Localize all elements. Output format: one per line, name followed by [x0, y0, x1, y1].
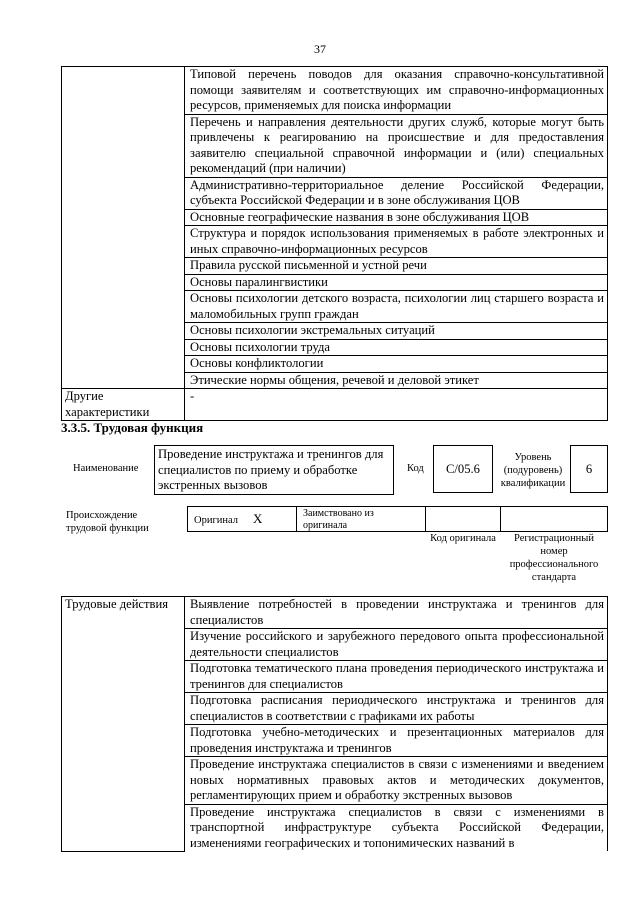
reg-number-cell: [500, 506, 608, 532]
labor-action-item: Изучение российского и зарубежного передового опыта профессиональной деятельности специалистов: [185, 629, 608, 661]
labor-action-item: Подготовка расписания периодического инструктажа и тренингов для специалистов в соответствии с графиками их работы: [185, 693, 608, 725]
origin-borrowed-cell: [296, 506, 426, 532]
level-box: [570, 445, 608, 493]
knowledge-item: Основы паралингвистики: [185, 274, 608, 291]
knowledge-item: Правила русской письменной и устной речи: [185, 258, 608, 275]
reg-number-label: Регистрационный номер профессионального стандарта: [509, 533, 599, 583]
labor-action-item: Подготовка учебно-методических и презентационных материалов для проведения инструктажа и тренингов: [185, 725, 608, 757]
original-label: Оригинал: [194, 515, 238, 526]
page-number: 37: [314, 42, 326, 56]
knowledge-item: Основные географические названия в зоне обслуживания ЦОВ: [185, 209, 608, 226]
other-characteristics-value: -: [185, 389, 608, 421]
knowledge-item: Структура и порядок использования применяемых в работе электронных и иных справочно-информационных ресурсов: [185, 226, 608, 258]
code-label: Код: [407, 463, 424, 474]
labor-action-item: Проведение инструктажа специалистов в связи с изменениями в транспортной инфраструктуре субъекта Российской Федерации, изменениями географических и топонимических названий в: [185, 804, 608, 851]
function-name-box: [154, 445, 394, 495]
labor-action-item: Проведение инструктажа специалистов в связи с изменениями и введением новых нормативных правовых актов и методических документов, регламентирующих прием и обработку экстренных вызовов: [185, 757, 608, 805]
function-code-value: C/05.6: [446, 462, 480, 476]
other-characteristics-label: Другие характеристики: [62, 389, 185, 421]
knowledge-item: Перечень и направления деятельности других служб, которые могут быть привлечены к реагированию на происшествие и для предоставления заявителю специальной справочной информации и (или) специальных рекомендаций (при наличии): [185, 114, 608, 177]
knowledge-label-cell: [62, 67, 185, 389]
knowledge-item: Типовой перечень поводов для оказания справочно-консультативной помощи заявителям и соответствующих им справочно-информационных ресурсов, применяемых для поиска информации: [185, 67, 608, 115]
level-value: 6: [585, 462, 593, 476]
level-label: Уровень (подуровень) квалификации: [500, 452, 566, 489]
knowledge-item: Административно-территориальное деление Российской Федерации, субъекта Российской Федерации и в зоне обслуживания ЦОВ: [185, 177, 608, 209]
origin-original-cell: [187, 506, 297, 532]
name-label: Наименование: [73, 463, 139, 474]
origin-label: Происхождение трудовой функции: [66, 510, 149, 534]
labor-action-item: Подготовка тематического плана проведения периодического инструктажа и тренингов для специалистов: [185, 661, 608, 693]
section-title: 3.3.5. Трудовая функция: [61, 420, 204, 435]
knowledge-item: Этические нормы общения, речевой и деловой этикет: [185, 372, 608, 389]
labor-actions-label: Трудовые действия: [62, 597, 185, 852]
code-original-cell: [425, 506, 501, 532]
function-code-box: [433, 445, 493, 493]
borrowed-label: Заимствовано из оригинала: [303, 508, 374, 531]
original-mark: X: [253, 511, 263, 526]
knowledge-item: Основы психологии труда: [185, 339, 608, 356]
knowledge-table: [61, 66, 608, 421]
knowledge-item: Основы психологии экстремальных ситуаций: [185, 323, 608, 340]
labor-actions-table: [61, 596, 608, 852]
code-original-label: Код оригинала: [430, 533, 496, 544]
function-name-value: Проведение инструктажа и тренингов для специалистов по приему и обработке экстренных вызовов: [158, 447, 384, 492]
labor-action-item: Выявление потребностей в проведении инструктажа и тренингов для специалистов: [185, 597, 608, 629]
knowledge-item: Основы конфликтологии: [185, 356, 608, 373]
knowledge-item: Основы психологии детского возраста, психологии лиц старшего возраста и маломобильных групп граждан: [185, 291, 608, 323]
